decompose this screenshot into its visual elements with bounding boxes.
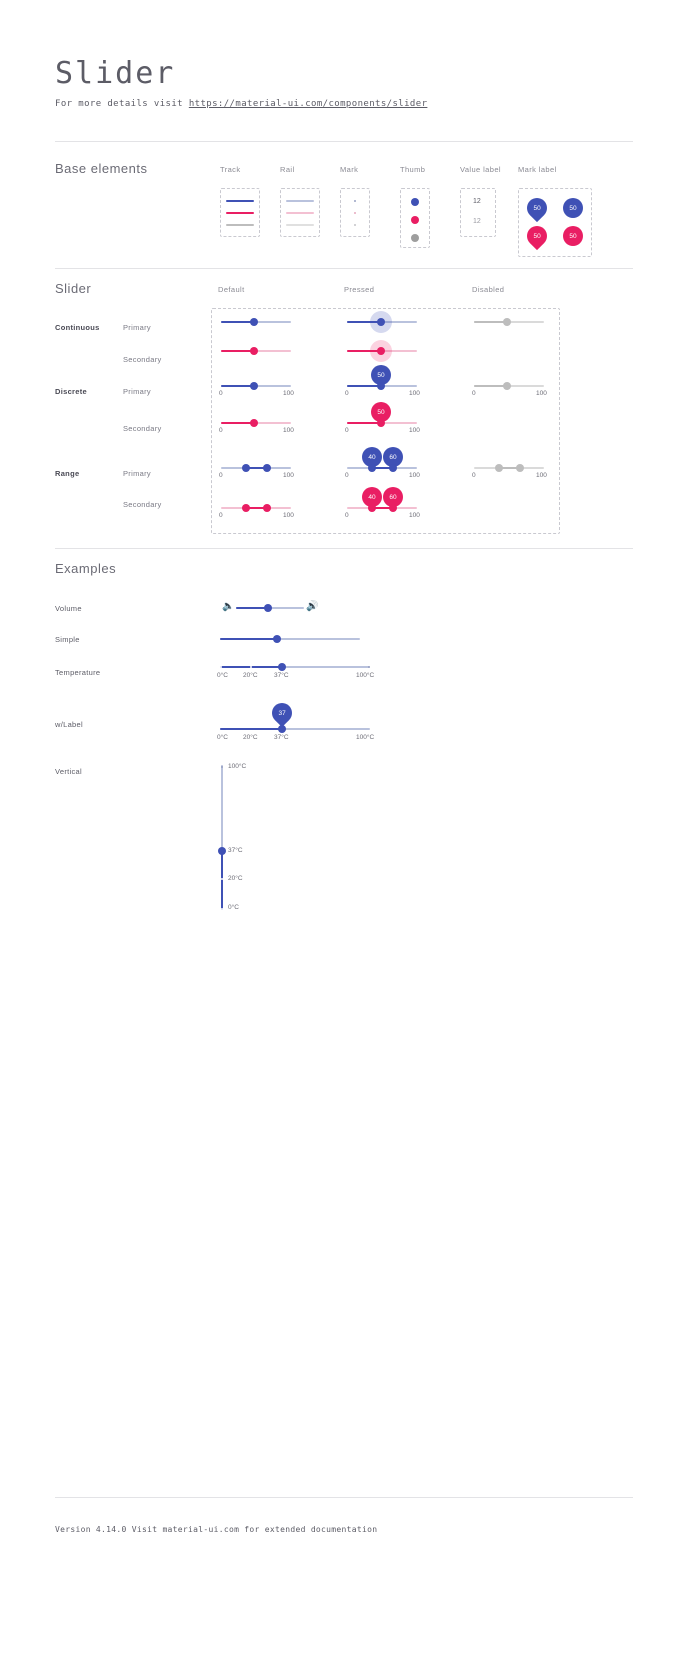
- docs-link[interactable]: https://material-ui.com/components/slider: [188, 99, 428, 109]
- footer-text: Version 4.14.0 Visit material-ui.com for extended documentation: [55, 1525, 378, 1534]
- vtick-100c: 100°C: [228, 763, 247, 770]
- tick-100c: 100°C: [356, 734, 375, 741]
- base-mark-label-box: [518, 188, 592, 257]
- thumb-disabled: [411, 234, 419, 242]
- scale-min: 0: [345, 390, 349, 397]
- scale-min: 0: [345, 472, 349, 479]
- example-label-vertical: Vertical: [55, 767, 82, 776]
- mark-label-text: 50: [533, 204, 541, 212]
- tick-0c: 0°C: [217, 734, 228, 741]
- vtick-0c: 0°C: [228, 904, 239, 911]
- col-head-mark: Mark: [340, 165, 359, 174]
- mark-label-text: 50: [569, 232, 577, 240]
- col-head-track: Track: [220, 165, 241, 174]
- divider-footer: [55, 1497, 633, 1498]
- track-disabled: [226, 224, 254, 226]
- mark-label-balloon-primary: [523, 194, 551, 222]
- pressed-value: 50: [377, 408, 385, 416]
- example-label-temperature: Temperature: [55, 668, 101, 677]
- example-label-wlabel: w/Label: [55, 720, 83, 729]
- scale-max: 100: [409, 390, 420, 397]
- rail-primary: [286, 200, 314, 202]
- example-label-volume: Volume: [55, 604, 82, 613]
- rail-disabled: [286, 224, 314, 226]
- tick-100c: 100°C: [356, 672, 375, 679]
- scale-min: 0: [345, 512, 349, 519]
- scale-max: 100: [283, 472, 294, 479]
- page-title: Slider: [55, 56, 176, 91]
- scale-max: 100: [283, 390, 294, 397]
- wlabel-balloon: [268, 699, 296, 727]
- base-thumb-box: [400, 188, 430, 248]
- divider-slider: [55, 548, 633, 549]
- pressed-value: 40: [368, 453, 376, 461]
- tick-37c: 37°C: [274, 672, 289, 679]
- divider-base: [55, 268, 633, 269]
- tick-20c: 20°C: [243, 672, 258, 679]
- page-subtitle: [55, 99, 427, 109]
- scale-max: 100: [409, 472, 420, 479]
- mark-disabled: [354, 224, 356, 226]
- mark-label-bubble-secondary: [563, 226, 583, 246]
- mark-label-bubble-primary: [563, 198, 583, 218]
- row-head-discrete: Discrete: [55, 387, 88, 396]
- col-head-disabled: Disabled: [472, 285, 505, 294]
- vtick-37c: 37°C: [228, 847, 243, 854]
- col-head-pressed: Pressed: [344, 285, 375, 294]
- tick-37c: 37°C: [274, 734, 289, 741]
- pressed-value: 40: [368, 493, 376, 501]
- value-label-1: 12: [473, 198, 481, 205]
- pressed-value: 60: [389, 453, 397, 461]
- tick-20c: 20°C: [243, 734, 258, 741]
- scale-min: 0: [219, 472, 223, 479]
- row-sub-secondary-1: Secondary: [123, 355, 162, 364]
- scale-min: 0: [219, 427, 223, 434]
- mark-label-balloon-secondary: [523, 222, 551, 250]
- base-mark-box: [340, 188, 370, 237]
- section-base-elements: Base elements: [55, 161, 148, 176]
- row-head-continuous: Continuous: [55, 323, 100, 332]
- mark-primary: [354, 200, 356, 202]
- track-secondary: [226, 212, 254, 214]
- vertical-track: [221, 850, 223, 910]
- scale-max: 100: [283, 512, 294, 519]
- row-sub-primary-3: Primary: [123, 469, 151, 478]
- base-rail-box: [280, 188, 320, 237]
- scale-min: 0: [219, 390, 223, 397]
- mark-label-text: 50: [569, 204, 577, 212]
- scale-min: 0: [472, 472, 476, 479]
- section-examples: Examples: [55, 561, 117, 576]
- volume-high-icon[interactable]: 🔊: [306, 601, 319, 612]
- row-sub-secondary-3: Secondary: [123, 500, 162, 509]
- section-slider: Slider: [55, 281, 92, 296]
- example-label-simple: Simple: [55, 635, 80, 644]
- vertical-thumb[interactable]: [218, 847, 226, 855]
- base-value-label-box: [460, 188, 496, 237]
- divider-top: [55, 141, 633, 142]
- row-sub-primary-2: Primary: [123, 387, 151, 396]
- scale-min: 0: [472, 390, 476, 397]
- scale-max: 100: [409, 512, 420, 519]
- vtick-20c: 20°C: [228, 875, 243, 882]
- value-label-2: 12: [473, 218, 481, 225]
- thumb-primary[interactable]: [411, 198, 419, 206]
- track-primary: [226, 200, 254, 202]
- row-sub-secondary-2: Secondary: [123, 424, 162, 433]
- base-track-box: [220, 188, 260, 237]
- row-sub-primary-1: Primary: [123, 323, 151, 332]
- scale-min: 0: [345, 427, 349, 434]
- scale-max: 100: [536, 472, 547, 479]
- row-head-range: Range: [55, 469, 80, 478]
- col-head-value-label: Value label: [460, 165, 501, 174]
- scale-max: 100: [536, 390, 547, 397]
- rail-secondary: [286, 212, 314, 214]
- volume-low-icon[interactable]: 🔈: [222, 601, 235, 612]
- subtitle-prefix: For more details visit: [55, 99, 189, 109]
- mark-label-text: 50: [533, 232, 541, 240]
- col-head-mark-label: Mark label: [518, 165, 557, 174]
- tick-0c: 0°C: [217, 672, 228, 679]
- scale-max: 100: [283, 427, 294, 434]
- pressed-value: 60: [389, 493, 397, 501]
- scale-min: 0: [219, 512, 223, 519]
- thumb-secondary[interactable]: [411, 216, 419, 224]
- pressed-value: 50: [377, 371, 385, 379]
- scale-max: 100: [409, 427, 420, 434]
- mark-secondary: [354, 212, 356, 214]
- col-head-rail: Rail: [280, 165, 295, 174]
- wlabel-value: 37: [278, 709, 286, 717]
- col-head-thumb: Thumb: [400, 165, 426, 174]
- col-head-default: Default: [218, 285, 245, 294]
